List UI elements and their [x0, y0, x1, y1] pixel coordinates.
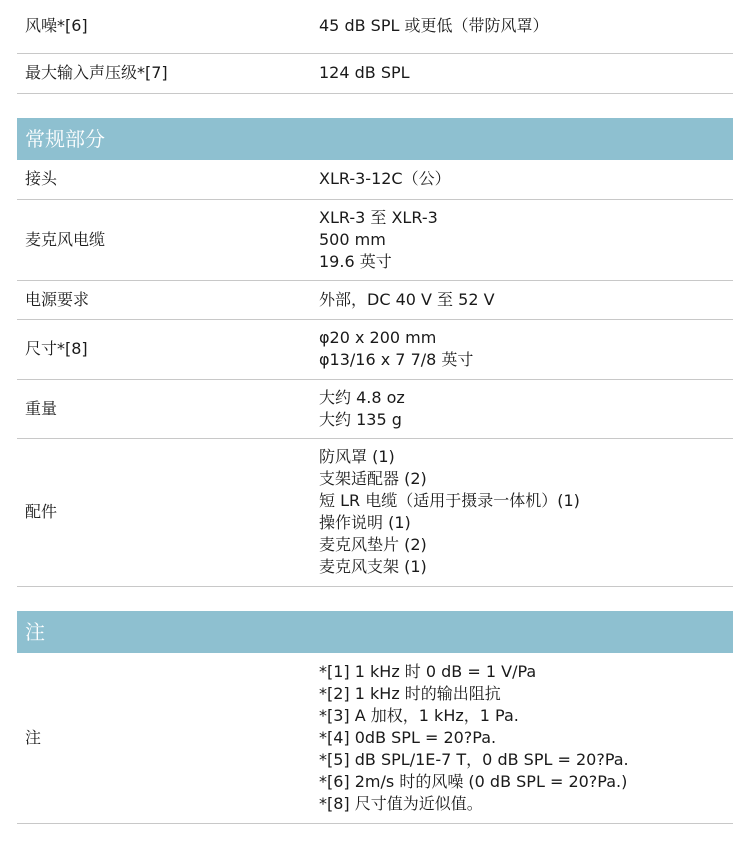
table-row	[17, 653, 733, 823]
row-value	[311, 438, 733, 586]
value-line: 防风罩 (1)	[319, 447, 395, 466]
value-line: 支架适配器 (2)	[319, 469, 427, 488]
value-line: 操作说明 (1)	[319, 513, 411, 532]
value-line: φ20 x 200 mm	[319, 328, 437, 347]
note-line: *[5] dB SPL/1E-7 T，0 dB SPL = 20?Pa.	[319, 749, 629, 769]
section-header-general: 常规部分	[17, 118, 733, 160]
row-value	[311, 379, 733, 438]
row-label: 重量	[17, 379, 311, 438]
section-header-notes: 注	[17, 611, 733, 653]
spec-table-notes	[17, 653, 733, 824]
value-line: 124 dB SPL	[319, 63, 410, 82]
value-line: XLR-3-12C（公）	[319, 169, 451, 189]
value-line: 麦克风垫片 (2)	[319, 535, 427, 554]
note-line: *[1] 1 kHz 时 0 dB = 1 V/Pa	[319, 661, 537, 681]
table-row	[17, 438, 733, 586]
value-line: 外部，DC 40 V 至 52 V	[319, 289, 495, 309]
value-line: φ13/16 x 7 7/8 英寸	[319, 350, 474, 369]
value-line: 短 LR 电缆（适用于摄录一体机）(1)	[319, 491, 580, 510]
spec-table-general	[17, 160, 733, 587]
row-label: 尺寸*[8]	[17, 319, 311, 379]
row-label: 风噪*[6]	[17, 0, 311, 53]
value-line: 大约 135 g	[319, 409, 402, 429]
table-row	[17, 53, 733, 93]
table-row	[17, 280, 733, 319]
row-value	[311, 319, 733, 379]
row-value	[311, 199, 733, 280]
row-value	[311, 160, 733, 199]
table-row	[17, 379, 733, 438]
value-line: 麦克风支架 (1)	[319, 557, 427, 576]
note-line: *[4] 0dB SPL = 20?Pa.	[319, 727, 497, 747]
row-label: 配件	[17, 438, 311, 586]
table-row	[17, 319, 733, 379]
row-label: 麦克风电缆	[17, 199, 311, 280]
row-label: 最大输入声压级*[7]	[17, 53, 311, 93]
row-value	[311, 653, 733, 823]
value-line: XLR-3 至 XLR-3	[319, 207, 438, 227]
note-line: *[3] A 加权，1 kHz，1 Pa.	[319, 705, 519, 725]
note-line: *[2] 1 kHz 时的输出阻抗	[319, 683, 501, 703]
value-line: 大约 4.8 oz	[319, 387, 405, 407]
table-row	[17, 160, 733, 199]
row-label: 电源要求	[17, 280, 311, 319]
row-value	[311, 53, 733, 93]
spec-table-top	[17, 0, 733, 94]
value-line: 19.6 英寸	[319, 251, 392, 271]
note-line: *[8] 尺寸值为近似值。	[319, 793, 483, 813]
value-line: 500 mm	[319, 229, 386, 249]
row-value	[311, 280, 733, 319]
table-row	[17, 0, 733, 53]
table-row	[17, 199, 733, 280]
row-value	[311, 0, 733, 53]
row-label: 接头	[17, 160, 311, 199]
note-line: *[6] 2m/s 时的风噪 (0 dB SPL = 20?Pa.)	[319, 771, 628, 791]
value-line: 45 dB SPL 或更低（带防风罩）	[319, 16, 549, 36]
row-label: 注	[17, 653, 311, 823]
